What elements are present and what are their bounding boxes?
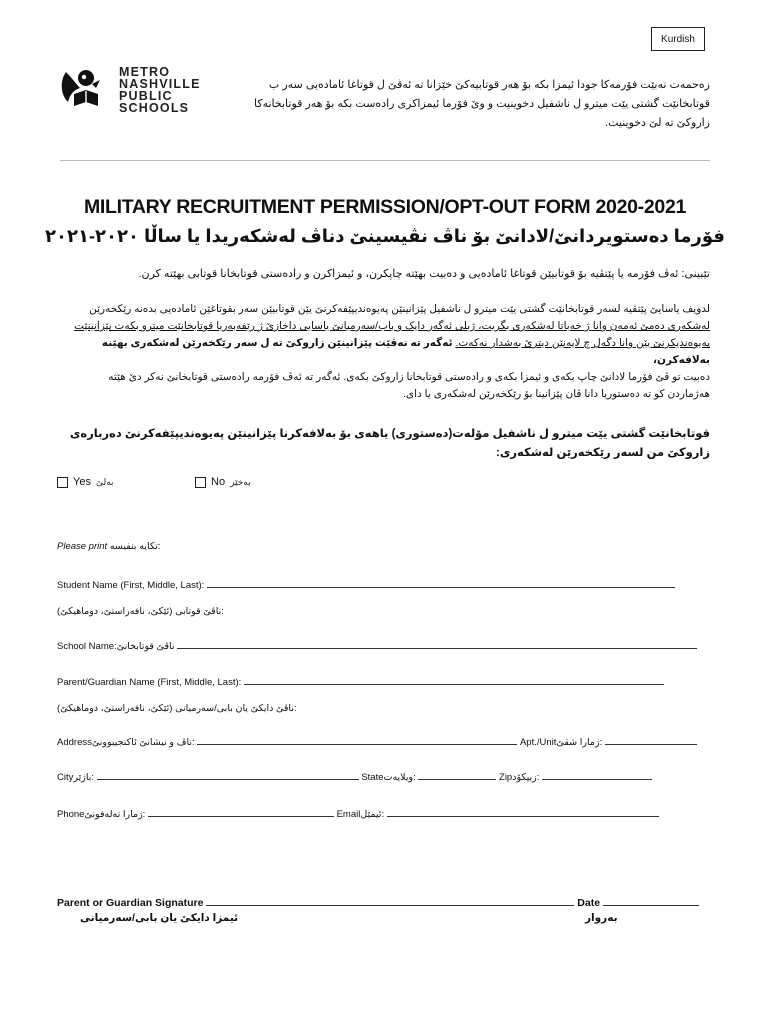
legal-paragraph: لدویف یاسایێ پێتڤیە لسەر قوتابخانێت گشتی یێت میترو ل ناشفیل پێزانینێن پەیوەندیپێفەکرنێ یێن قوتابیێن سەر بقوتاغێن ئامادەیی بدەنە رێکخەرێن لەشکەری دەمێ ئەمەن وانا ژ خەباتا لەشکەری بگریت، ژبلی ئەگەر دایک و باب/سەرمیانێ یاسایی داخازێ ژ رێفەبەریا قوتابخانێت میترو بکەت پێزانینێت پەیوەندیکرنێ یێن وانا دگەل چ لایەنێن دیترێ بەشدار نەکەت. ئەگەر تە نەڤێت پێزانینێن زاروکێ تە ل سەر رێکخەرێن لەشکەری بهێنە بەلافەکرن، دەبیت تو ڤێ فۆرما لادانێ چاپ بکەی و ئیمزا بکەی و رادەستی قوتابخانا زاروکێ بکەی. ئەگەر تە ئەڤ فۆرمە رادەستی قوتابخانێ نەکر دێ هێتە هەژماردن کو تە دەستوریا دانا ڤان پێزانینا بۆ رێکخەرێن لەشکەری یا دای.: [74, 303, 710, 400]
parent-name-field[interactable]: [244, 674, 664, 685]
date-field[interactable]: [603, 895, 699, 906]
parent-name-ku: (ئێکێ، نافەراستێ، دوماهیکێ) ناڤێ دایکێ یان بابی/سەرمیانی:: [57, 703, 297, 714]
city-field[interactable]: [97, 769, 359, 780]
header-instructions: زەحمەت نەبێت فۆرمەکا جودا ئیمزا بکە بۆ هەر قوتابیەکێ خێزانا تە ئەڤێ ل قوتاغا ئامادەیی سەر ب قوتابخانێت گشتی یێت میترو ل ناشفیل دخوینیت و وێ فۆرما ئیمزاکری رادەست بکە بۆ هەر قوتابخانەکا زاروکێ تە لێ دخوینیت.: [253, 79, 710, 129]
student-name-row: Student Name (First, Middle, Last):: [57, 577, 675, 591]
language-label: Kurdish: [651, 27, 705, 51]
student-name-ku: (ئێکێ، نافەراستێ، دوماهیکێ) ناڤێ قوتابی:: [57, 606, 224, 617]
yes-label: Yes: [73, 476, 91, 488]
school-name-field[interactable]: [177, 638, 697, 649]
phone-email-row: Phoneژمارا تەلەفونێ: Emailئیمێل:: [57, 806, 659, 820]
signature-field[interactable]: [206, 895, 574, 906]
mnps-logo-icon: [56, 64, 104, 112]
no-label-ku: بەخێر: [230, 476, 251, 487]
date-label-ku: بەروار: [585, 912, 618, 924]
yes-checkbox[interactable]: [57, 477, 68, 488]
zip-field[interactable]: [542, 769, 652, 780]
form-note: تێبینی: ئەڤ فۆرمە یا پێتڤیە بۆ قوتابیێن قوتاغا ئامادەیی و دەبیت بهێتە چاپکرن، و ئیمزاکرن و رادەستی قوتابخانا قوتابی بهێتە کرن.: [138, 268, 710, 280]
no-label: No: [211, 476, 226, 488]
address-row: Addressناڤ و نیشانێ ئاکنجیبوونێ: Apt./Unitژمارا شقێ:: [57, 734, 697, 748]
option-yes[interactable]: [57, 476, 114, 488]
please-print: Please print تکایە بنفیسە:: [57, 541, 161, 552]
divider: [60, 160, 710, 161]
parent-name-row: Parent/Guardian Name (First, Middle, Last):: [57, 674, 664, 688]
logo-text: METRO NASHVILLE PUBLIC SCHOOLS: [119, 65, 201, 115]
form-title-en: MILITARY RECRUITMENT PERMISSION/OPT-OUT FORM 2020-2021: [83, 196, 687, 218]
phone-field[interactable]: [148, 806, 334, 817]
permission-question: قوتابخانێت گشتی یێت میترو ل ناشفیل مۆلەت(دەستوری) یاهەی بۆ بەلافەکرنا پێزانینێن پەیوەندیپێفەکرنێ دەربارەی زاروکێ من لسەر رێکخەرێن لەشکەری:: [69, 428, 710, 459]
no-checkbox[interactable]: [195, 477, 206, 488]
signature-label-ku: ئیمزا دایکێ یان بابی/سەرمیانی: [80, 912, 239, 924]
option-no[interactable]: [195, 476, 251, 488]
email-field[interactable]: [387, 806, 659, 817]
address-field[interactable]: [197, 734, 517, 745]
school-name-row: School Name:ناڤێ قوتابخانێ: [57, 638, 697, 652]
city-state-zip-row: Cityباژێر: Stateویلایەت: Zipزیپکۆد:: [57, 769, 652, 783]
state-field[interactable]: [418, 769, 496, 780]
yes-label-ku: بەلێ: [95, 476, 114, 487]
student-name-field[interactable]: [207, 577, 675, 588]
signature-row: Parent or Guardian Signature Date: [57, 895, 699, 909]
apt-field[interactable]: [605, 734, 697, 745]
form-title-ku: فۆرما دەستویردانێ/لادانێ بۆ ناڤ نڤیسینێ دناڤ لەشکەریدا یا ساڵا ٢٠٢٠-٢٠٢١: [45, 226, 725, 246]
